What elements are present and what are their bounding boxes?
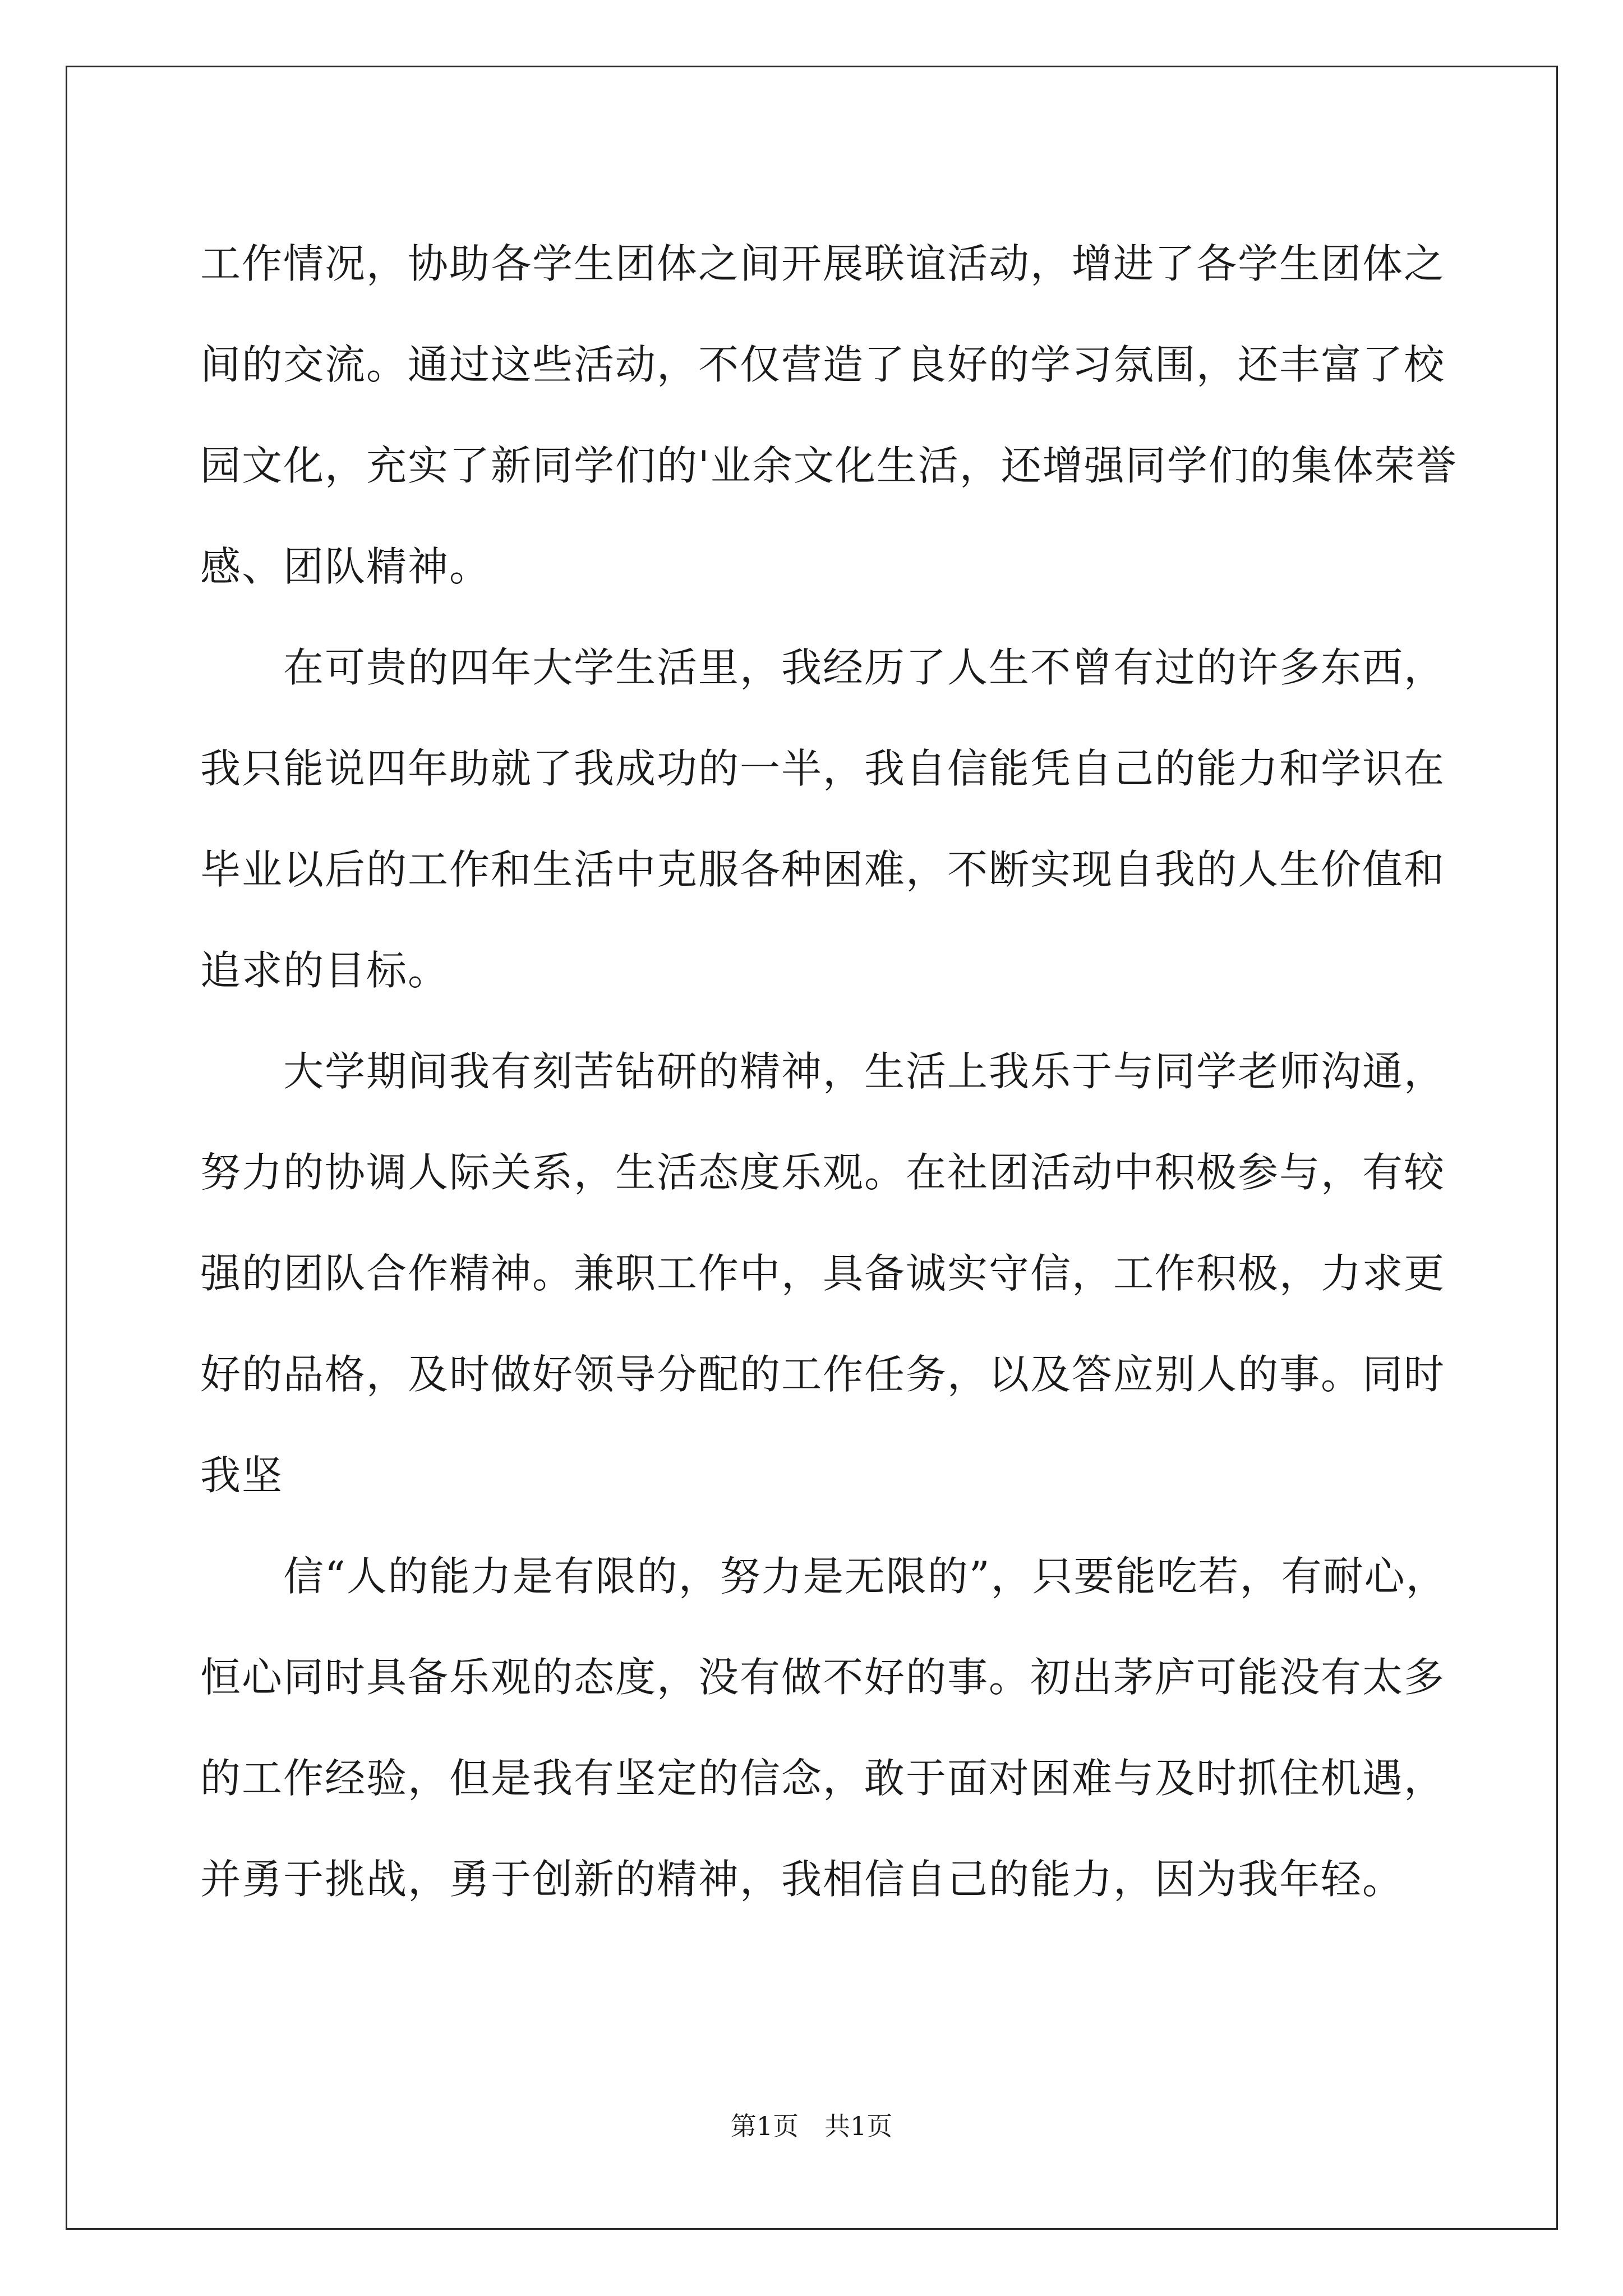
text-line: 毕业以后的工作和生活中克服各种困难，不断实现自我的人生价值和: [200, 846, 1446, 893]
text-line: 努力的协调人际关系，生活态度乐观。在社团活动中积极参与，有较: [200, 1149, 1446, 1196]
text-line: 间的交流。通过这些活动，不仅营造了良好的学习氛围，还丰富了校: [200, 341, 1446, 388]
text-line: 工作情况，协助各学生团体之间开展联谊活动，增进了各学生团体之: [200, 240, 1446, 287]
text-line: 并勇于挑战，勇于创新的精神，我相信自己的能力，因为我年轻。: [200, 1856, 1404, 1903]
text-line: 信“人的能力是有限的，努力是无限的”，只要能吃若，有耐心，: [283, 1553, 1447, 1600]
text-line: 我坚: [200, 1452, 284, 1499]
text-line: 在可贵的四年大学生活里，我经历了人生不曾有过的许多东西，: [283, 644, 1446, 691]
text-line: 感、团队精神。: [200, 543, 491, 590]
text-line: 园文化，充实了新同学们的'业余文化生活，还增强同学们的集体荣誉: [200, 442, 1458, 489]
text-line: 恒心同时具备乐观的态度，没有做不好的事。初出茅庐可能没有太多: [200, 1654, 1446, 1701]
text-line: 追求的目标。: [200, 947, 450, 994]
document-body: [200, 213, 1458, 1930]
page-number-footer: 第1页 共1页: [730, 2111, 893, 2141]
text-line: 的工作经验，但是我有坚定的信念，敢于面对困难与及时抓住机遇，: [200, 1755, 1446, 1802]
text-line: 大学期间我有刻苦钻研的精神，生活上我乐于与同学老师沟通，: [283, 1048, 1446, 1095]
text-line: 强的团队合作精神。兼职工作中，具备诚实守信，工作积极，力求更: [200, 1250, 1446, 1297]
text-line: 好的品格，及时做好领导分配的工作任务，以及答应别人的事。同时: [200, 1351, 1446, 1398]
text-line: 我只能说四年助就了我成功的一半，我自信能凭自己的能力和学识在: [200, 745, 1446, 792]
